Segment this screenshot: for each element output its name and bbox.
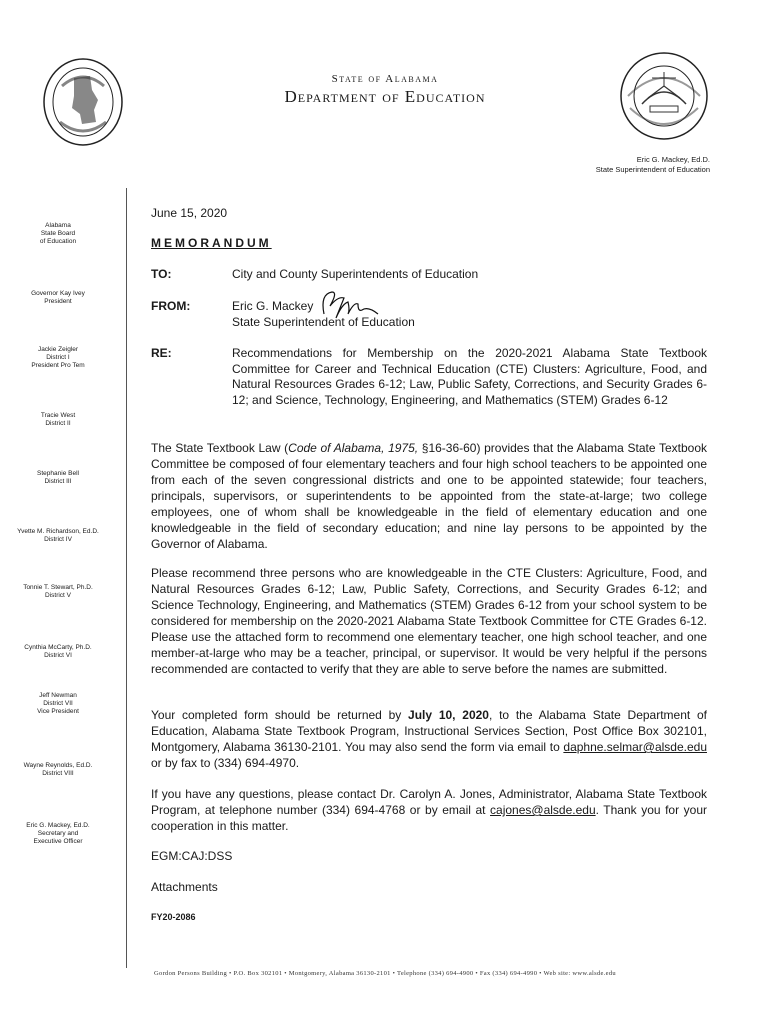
board-member-line: Jeff Newman <box>39 692 77 699</box>
email-link-selmar[interactable]: daphne.selmar@alsde.edu <box>563 740 707 754</box>
board-member-line: District V <box>45 592 71 599</box>
board-member-line: District III <box>44 478 72 485</box>
board-member-entry <box>0 222 116 246</box>
board-member-entry <box>0 412 116 428</box>
para3-text-a: Your completed form should be returned by <box>151 708 409 722</box>
state-of-alabama-heading: State of Alabama <box>331 73 439 85</box>
board-member-line: Tracie West <box>40 412 76 419</box>
department-heading: Department of Education <box>284 87 486 106</box>
board-member-line: President <box>44 298 72 305</box>
board-member-line: Yvette M. Richardson, Ed.D. <box>17 528 99 535</box>
board-member-line: Executive Officer <box>33 838 83 845</box>
memo-initials: EGM:CAJ:DSS <box>151 849 233 863</box>
from-title: State Superintendent of Education <box>232 315 415 329</box>
paragraph-return-instructions <box>151 707 707 771</box>
para3-text-b: , to the Alabama State Department of Education, Alabama State Textbook Program, Instructional Services Section, Post Office Box 302101, Montgomery, Alabama 36130-2101. You may also send the form via email to <box>151 708 707 754</box>
superintendent-name: Eric G. Mackey, Ed.D. <box>636 155 710 164</box>
board-member-entry <box>0 290 116 306</box>
board-member-entry <box>0 470 116 486</box>
board-member-line: State Board <box>40 230 76 237</box>
memo-date: June 15, 2020 <box>151 206 228 220</box>
vertical-divider <box>126 188 127 968</box>
board-member-line: Stephanie Bell <box>37 470 79 477</box>
para4-text-b: . Thank you for your cooperation in this matter. <box>151 803 707 833</box>
email-link-cajones[interactable]: cajones@alsde.edu <box>490 803 596 817</box>
para1-text-a: The State Textbook Law ( <box>151 441 289 455</box>
handwritten-signature-image <box>318 284 380 324</box>
para1-text-b: §16-36-60) provides that the Alabama State Textbook Committee be composed of four elementary teachers and four high school teachers to be appointed one from each of the seven congressional districts and one to be appointed statewide; four teachers, principals, supervisors, or superintendents to be appointed from the state-at-large; two college employees, one of whom shall be knowledgeable in the field of elementary education and one knowledgeable in the field of secondary education; and nine lay persons to be appointed by the Governor of Alabama. <box>151 441 707 551</box>
superintendent-title: State Superintendent of Education <box>595 165 710 174</box>
board-member-line: Vice President <box>37 708 79 715</box>
board-member-line: Alabama <box>45 222 71 229</box>
board-member-line: District II <box>45 420 71 427</box>
code-citation: Code of Alabama, 1975, <box>288 441 419 455</box>
board-member-entry <box>0 346 116 370</box>
board-member-line: Governor Kay Ivey <box>31 290 85 297</box>
form-number: FY20-2086 <box>151 912 196 922</box>
para4-text-a: If you have any questions, please contact Dr. Carolyn A. Jones, Administrator, Alabama State Textbook Program, at telephone number (334) 694-4768 or by email at <box>151 787 707 817</box>
board-member-line: Eric G. Mackey, Ed.D. <box>26 822 90 829</box>
board-member-entry <box>0 644 116 660</box>
from-value: Eric G. Mackey <box>232 299 314 313</box>
re-label: RE: <box>151 346 172 360</box>
board-member-line: District VII <box>43 700 73 707</box>
board-member-line: Tonnie T. Stewart, Ph.D. <box>23 584 93 591</box>
board-member-line: Secretary and <box>37 830 79 837</box>
board-member-entry <box>0 528 116 544</box>
attachments-note: Attachments <box>151 880 218 894</box>
paragraph-textbook-law <box>151 440 707 552</box>
deadline-date: July 10, 2020 <box>408 708 489 722</box>
to-value: City and County Superintendents of Education <box>232 267 479 281</box>
re-subject: Recommendations for Membership on the 2020-2021 Alabama State Textbook Committee for Career and Technical Education (CTE) Clusters: Agriculture, Food, and Natural Resources Grades 6-12; Law, Public Safety, Corrections, and Security Grades 6-12; and Science, Technology, Engineering, and Mathematics (STEM) Grades 6-12 <box>232 346 707 407</box>
board-member-line: District VI <box>44 652 72 659</box>
board-member-entry <box>0 692 116 716</box>
board-member-line: President Pro Tem <box>31 362 85 369</box>
board-member-entry <box>0 762 116 778</box>
paragraph-recommendation: Please recommend three persons who are knowledgeable in the CTE Clusters: Agriculture, Food, and Natural Resources Grades 6-12; Law, Public Safety, Corrections, and Security Grades 6-12; and Science Technology, Engineering, and Mathematics (STEM) Grades 6-12 from your school system to be considered for membership on the 2020-2021 Alabama State Textbook Committee for CTE Grades 6-12. Please use the attached form to recommend one elementary teacher, one high school teacher, and one member-at-large who may be a teacher, principal, or supervisor. It would be very helpful if the persons recommended are contacted to verify that they are able to serve before the names are submitted. <box>151 566 707 676</box>
footer-address: Gordon Persons Building • P.O. Box 302101 • Montgomery, Alabama 36130-2101 • Telephone (334) 694-4900 • Fax (334) 694-4990 • Web site: www.alsde.edu <box>154 970 616 977</box>
from-label: FROM: <box>151 299 191 313</box>
board-member-entry <box>0 822 116 846</box>
paragraph-contact <box>151 786 707 834</box>
memo-title: MEMORANDUM <box>151 236 272 250</box>
board-member-line: District IV <box>44 536 72 543</box>
board-member-line: of Education <box>39 238 77 245</box>
board-member-line: Jackie Zeigler <box>37 346 79 353</box>
to-label: TO: <box>151 267 172 281</box>
para3-text-c: or by fax to (334) 694-4970. <box>151 756 300 770</box>
board-member-line: Wayne Reynolds, Ed.D. <box>23 762 93 769</box>
board-member-line: Cynthia McCarty, Ph.D. <box>24 644 92 651</box>
board-member-line: District I <box>46 354 70 361</box>
board-member-entry <box>0 584 116 600</box>
board-member-line: District VIII <box>42 770 74 777</box>
